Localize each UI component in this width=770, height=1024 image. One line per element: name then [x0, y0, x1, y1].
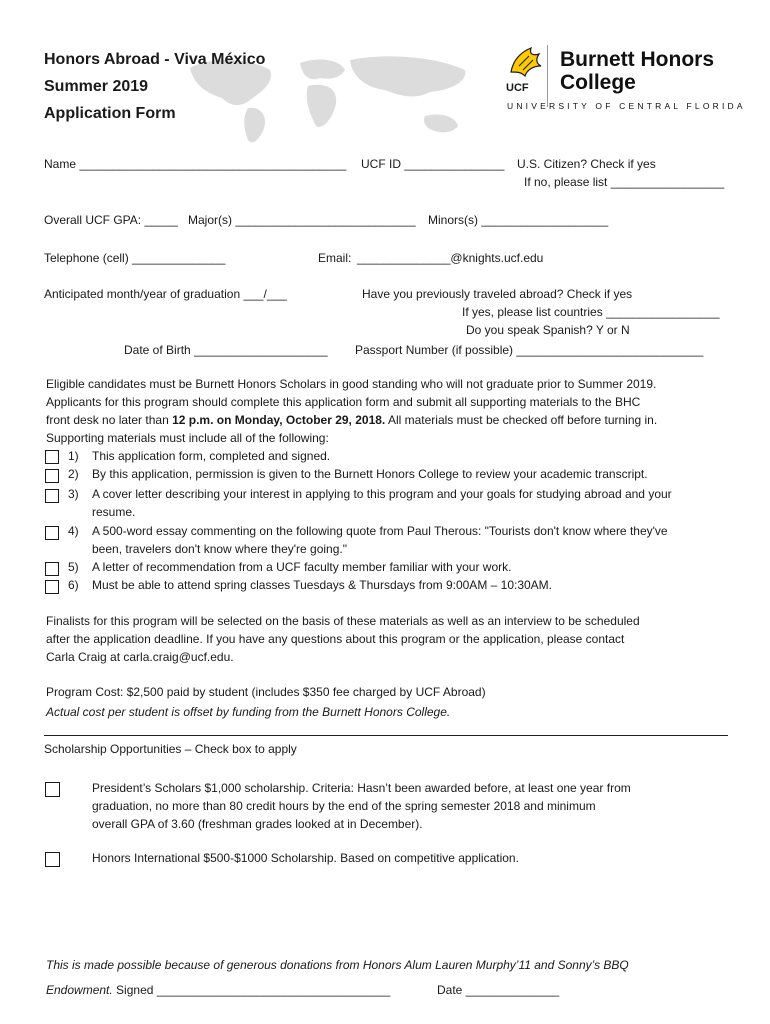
cost-offset-note: Actual cost per student is offset by funding from the Burnett Honors College.	[46, 705, 451, 719]
endowment-text: Endowment.	[46, 983, 113, 997]
graduation-field[interactable]: Anticipated month/year of graduation ___/___	[44, 287, 287, 301]
gpa-field[interactable]: Overall UCF GPA: _____	[44, 213, 178, 227]
eligibility-line-1: Eligible candidates must be Burnett Honors Scholars in good standing who will not graduate prior to Summer 2019.	[46, 377, 657, 391]
citizen-no-field[interactable]: If no, please list _________________	[524, 175, 725, 189]
checklist-item-3-cont: resume.	[92, 505, 136, 519]
international-scholarship-text: Honors International $500-$1000 Scholarship. Based on competitive application.	[92, 851, 519, 865]
spanish-question[interactable]: Do you speak Spanish? Y or N	[466, 323, 630, 337]
logo-divider	[547, 45, 548, 107]
eligibility-line-3: front desk no later than 12 p.m. on Monday, October 29, 2018. All materials must be checked off before turning in.	[46, 413, 658, 427]
college-name-line-2: College	[560, 71, 636, 94]
checklist-number-3: 3)	[68, 487, 79, 501]
international-scholarship-checkbox[interactable]	[45, 852, 60, 867]
email-field[interactable]: ______________@knights.ucf.edu	[357, 251, 544, 265]
checklist-item-3: A cover letter describing your interest in applying to this program and your goals for studying abroad and your	[92, 487, 672, 501]
presidents-scholarship-line-2: graduation, no more than 80 credit hours by the end of the spring semester 2018 and minimum	[92, 799, 596, 813]
form-title-line-1: Honors Abroad - Viva México	[44, 51, 266, 68]
checklist-checkbox-3[interactable]	[45, 489, 59, 503]
checklist-item-4: A 500-word essay commenting on the following quote from Paul Therous: "Tourists don't know where they've	[92, 524, 668, 538]
passport-field[interactable]: Passport Number (if possible) ____________________________	[355, 343, 704, 357]
dob-field[interactable]: Date of Birth ____________________	[124, 343, 328, 357]
checklist-number-1: 1)	[68, 449, 79, 463]
telephone-field[interactable]: Telephone (cell) ______________	[44, 251, 226, 265]
presidents-scholarship-line-3: overall GPA of 3.60 (freshman grades looked at in December).	[92, 817, 423, 831]
college-name-line-1: Burnett Honors	[560, 48, 714, 71]
program-cost: Program Cost: $2,500 paid by student (includes $350 fee charged by UCF Abroad)	[46, 685, 486, 699]
checklist-checkbox-6[interactable]	[45, 580, 59, 594]
eligibility-line-2: Applicants for this program should complete this application form and submit all supporting materials to the BHC	[46, 395, 641, 409]
presidents-scholarship-line-1: President’s Scholars $1,000 scholarship. Criteria: Hasn’t been awarded before, at least one year from	[92, 781, 631, 795]
deadline-text: 12 p.m. on Monday, October 29, 2018.	[172, 413, 386, 427]
minors-field[interactable]: Minors(s) ___________________	[428, 213, 609, 227]
checklist-checkbox-5[interactable]	[45, 562, 59, 576]
section-divider	[44, 735, 728, 736]
finalists-line-3: Carla Craig at carla.craig@ucf.edu.	[46, 650, 234, 664]
scholarship-heading: Scholarship Opportunities – Check box to apply	[44, 742, 297, 756]
university-name: UNIVERSITY OF CENTRAL FLORIDA	[507, 101, 746, 111]
checklist-item-4-cont: been, travelers don't know where they're going."	[92, 542, 347, 556]
date-field[interactable]: Date ______________	[437, 983, 560, 997]
finalists-line-2: after the application deadline. If you have any questions about this program or the application, please contact	[46, 632, 625, 646]
email-label: Email:	[318, 251, 352, 265]
checklist-number-5: 5)	[68, 560, 79, 574]
name-field[interactable]: Name ________________________________________	[44, 157, 347, 171]
donation-note: This is made possible because of generous donations from Honors Alum Lauren Murphy’11 and Sonny’s BBQ	[46, 958, 629, 972]
checklist-checkbox-4[interactable]	[45, 526, 59, 540]
countries-field[interactable]: If yes, please list countries _________________	[462, 305, 720, 319]
signature-line	[46, 983, 390, 997]
majors-field[interactable]: Major(s) ___________________________	[188, 213, 416, 227]
presidents-scholarship-checkbox[interactable]	[45, 782, 60, 797]
ucf-wordmark: UCF	[506, 82, 529, 94]
checklist-number-4: 4)	[68, 524, 79, 538]
checklist-item-6: Must be able to attend spring classes Tuesdays & Thursdays from 9:00AM – 10:30AM.	[92, 578, 553, 592]
checklist-item-5: A letter of recommendation from a UCF faculty member familiar with your work.	[92, 560, 512, 574]
signed-field[interactable]: Signed ___________________________________	[116, 983, 391, 997]
traveled-question: Have you previously traveled abroad? Check if yes	[362, 287, 633, 301]
checklist-item-2: By this application, permission is given to the Burnett Honors College to review your academic transcript.	[92, 467, 648, 481]
finalists-line-1: Finalists for this program will be selected on the basis of these materials as well as an interview to be scheduled	[46, 614, 640, 628]
checklist-number-2: 2)	[68, 467, 79, 481]
pegasus-icon	[505, 42, 545, 80]
citizen-question: U.S. Citizen? Check if yes	[517, 157, 656, 171]
form-title-line-2: Summer 2019	[44, 78, 149, 95]
checklist-checkbox-2[interactable]	[45, 469, 59, 483]
checklist-number-6: 6)	[68, 578, 79, 592]
ucf-id-field[interactable]: UCF ID _______________	[361, 157, 505, 171]
eligibility-line-4: Supporting materials must include all of the following:	[46, 431, 329, 445]
form-title-line-3: Application Form	[44, 105, 176, 122]
checklist-item-1: This application form, completed and signed.	[92, 449, 331, 463]
checklist-checkbox-1[interactable]	[45, 450, 59, 464]
